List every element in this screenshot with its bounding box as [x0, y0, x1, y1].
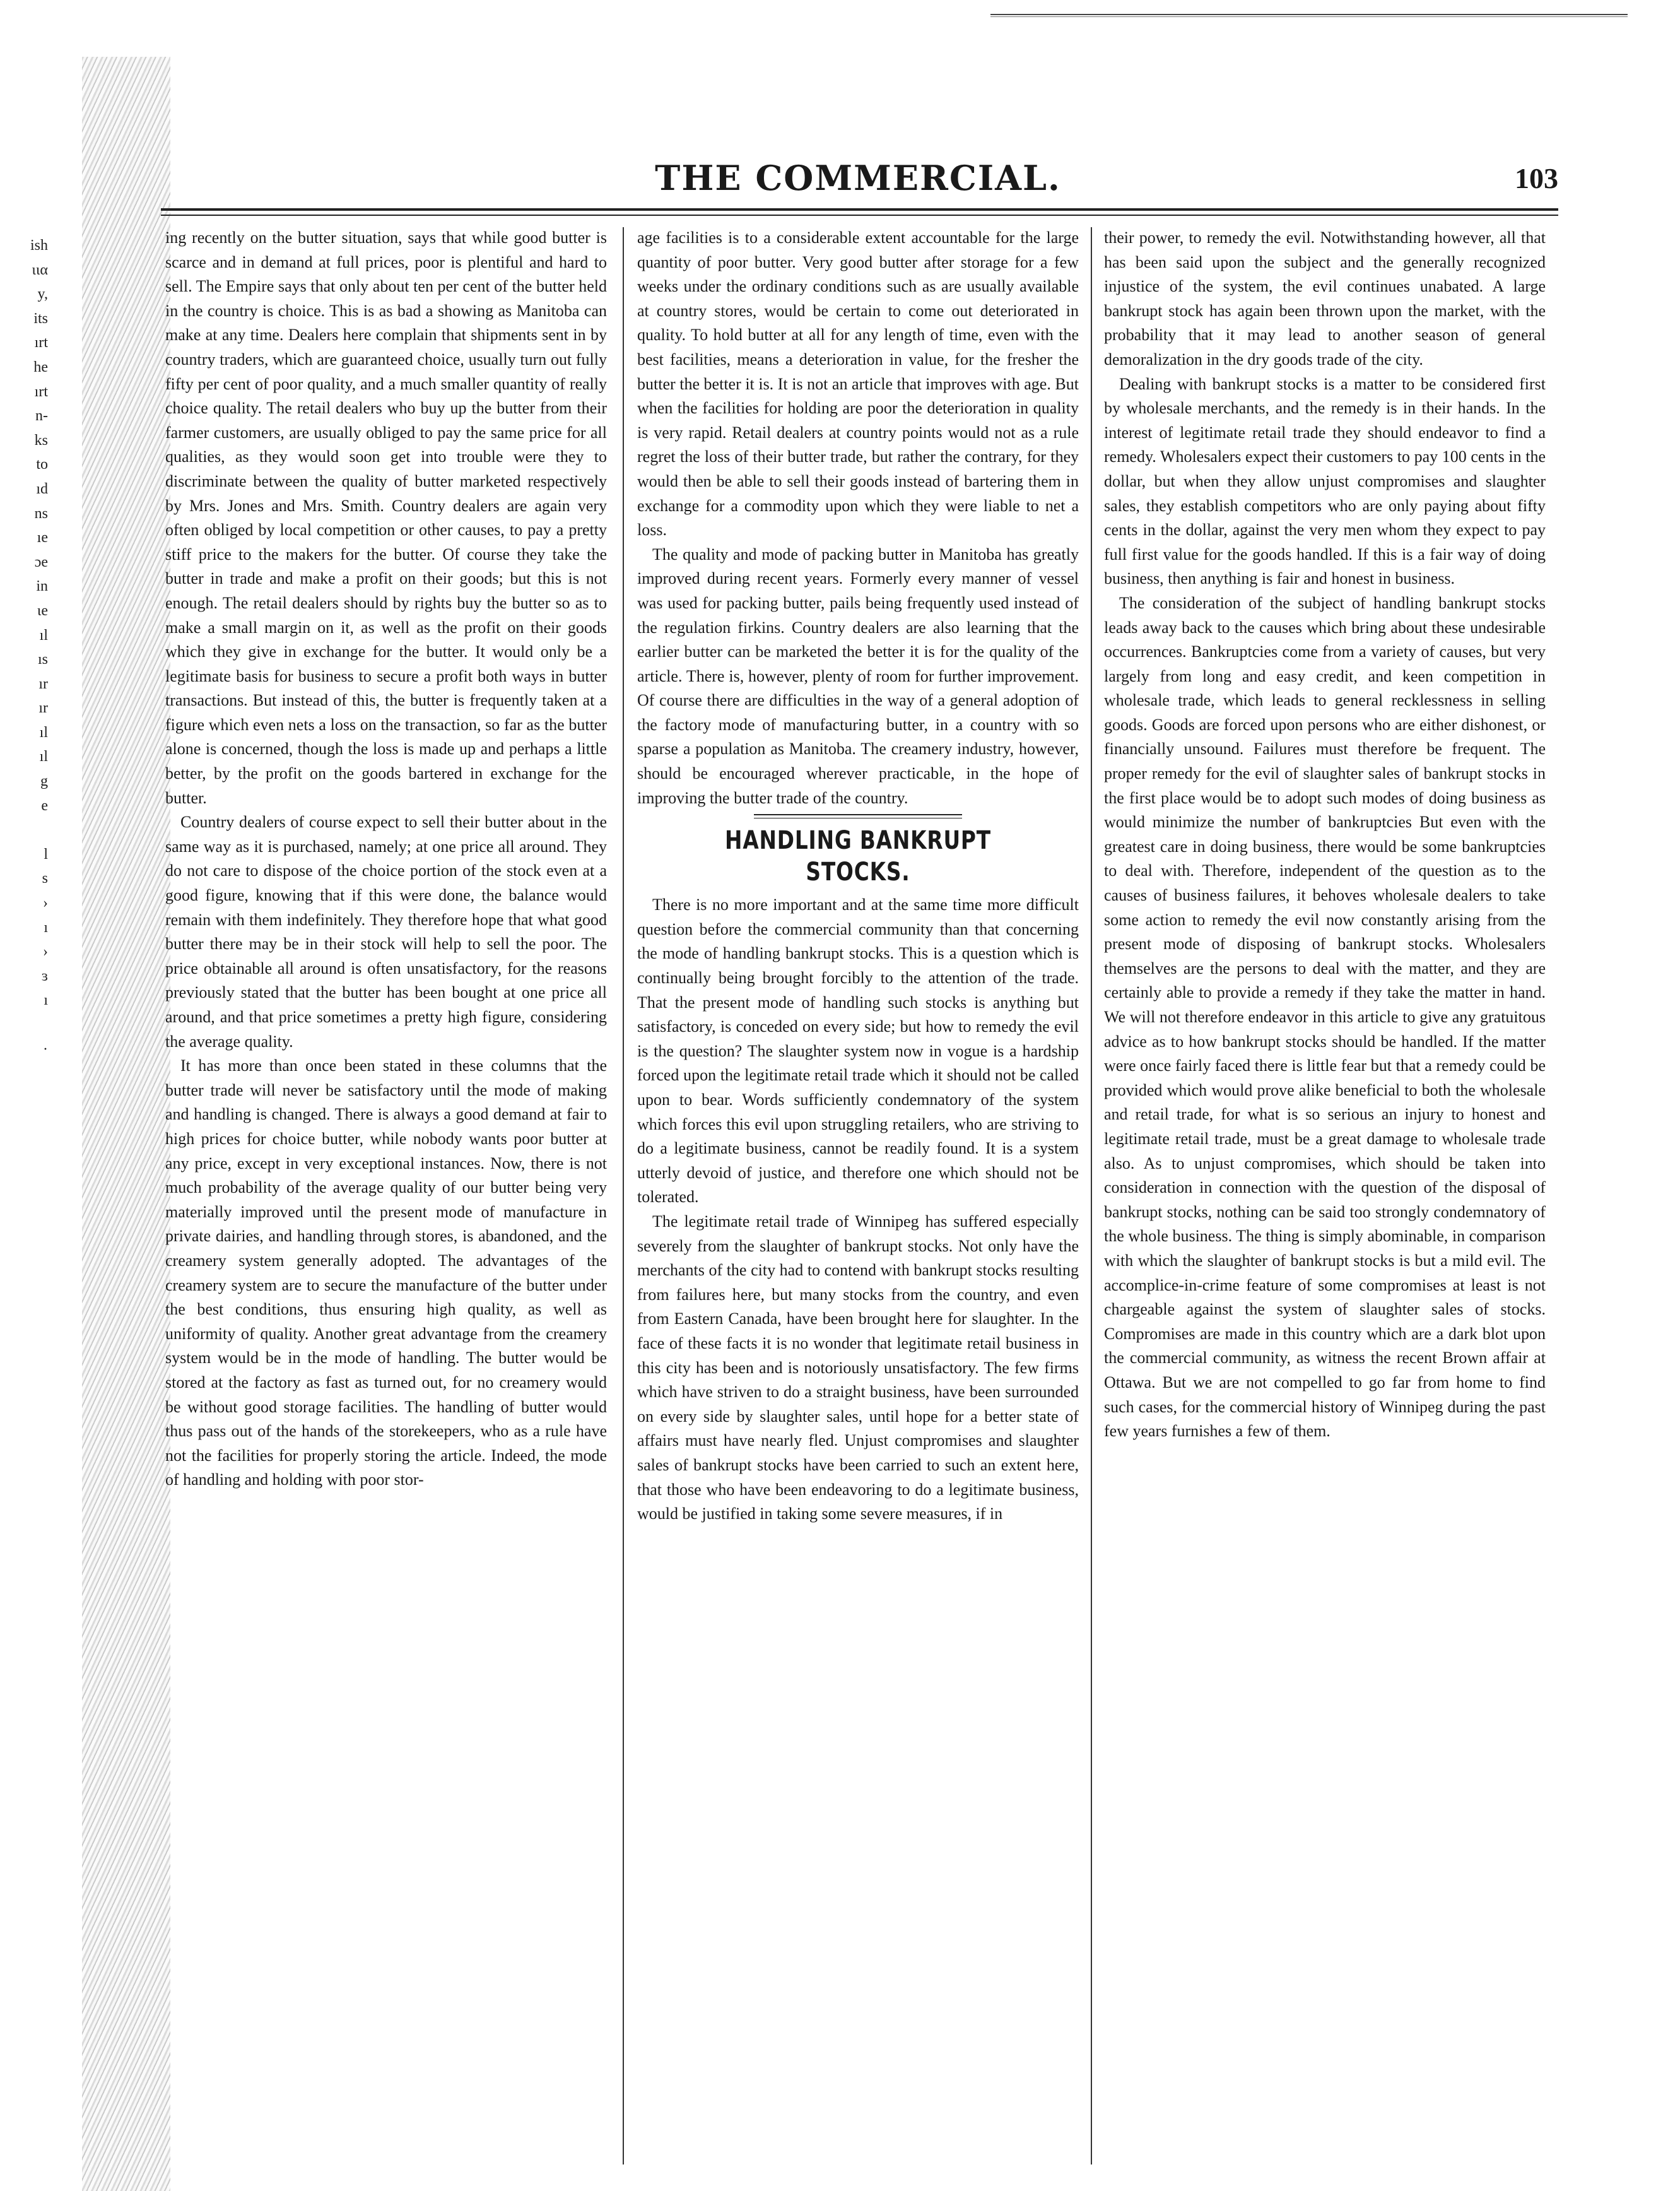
- prev-column-fragment: g: [40, 773, 48, 790]
- bankrupt-paragraph-4: The consideration of the subject of handling bankrupt stocks leads away back to the causes which bring about these undesirable occurrences. Bankruptcies come from a variety of causes, but very largely from long and easy credit, and keen competition in wholesale trade, which leads to general recklessness in selling goods. Goods are forced upon persons who are either dishonest, or financially unsound. Failures must therefore be frequent. The proper remedy for the evil of slaughter sales of bankrupt stocks in the first place would be to adopt such modes of doing business as would minimize the number of bankruptcies But even with the greatest care in doing business, there would be some bankruptcies to deal with. Therefore, independent of the question as to the causes of business failures, it behoves wholesale dealers to take some action to remedy the evil now constantly arising from the present mode of disposing of bankrupt stocks. Wholesalers themselves are the persons to deal with the matter, and they are certainly able to provide a remedy if they take the matter in hand. We will not therefore endeavor in this article to give any gratuitous advice as to how bankrupt stocks should be handled. If the matter were once fairly faced there is little fear but that a remedy could be provided which would prove alike beneficial to both the wholesale and retail trade, for what is so serious an injury to honest and legitimate retail trade, must be a great damage to wholesale trade also. As to unjust compromises, which should be taken into consideration in connection with the question of the disposal of bankrupt stocks, nothing can be said too strongly condemnatory of the whole business. The thing is simply abominable, in comparison with which the slaughter of bankrupt stocks is but a mild evil. The accomplice-in-crime feature of some compromises at least is not chargeable against the system of slaughter sales of stocks. Compromises are made in this country which are a dark blot upon the commercial community, as witness the recent Brown affair at Ottawa. But we are not compelled to go far from home to find such cases, for the commercial history of Winnipeg during the past few years furnishes a few of them.: [1104, 593, 1546, 1441]
- butter-paragraph-4: The quality and mode of packing butter in Manitoba has greatly improved during recent years. Formerly every manner of vessel was used for packing butter, pails being frequently used instead of the regulation firkins. Country dealers are also learning that the earlier butter can be marketed the better it is for the quality of the article. There is, however, plenty of room for further improvement. Of course there are difficulties in the way of a general adoption of the factory mode of manufacturing butter, in a country with so sparse a population as Manitoba. The creamery industry, however, should be encouraged wherever practicable, in the hope of improving the butter trade of the country.: [637, 545, 1079, 807]
- header-rule-thick: [161, 208, 1558, 211]
- previous-page-column-fragments: [4, 233, 48, 1061]
- article-headline: HANDLING BANKRUPT STOCKS.: [725, 826, 991, 887]
- prev-column-fragment: ns: [34, 505, 48, 522]
- prev-column-fragment: ish: [30, 237, 48, 254]
- prev-column-fragment: ·: [43, 1041, 48, 1058]
- butter-paragraph-1: ing recently on the butter situation, says that while good butter is scarce and in demand at full prices, poor is plentiful and hard to sell. The Empire says that only about ten per cent of the butter held in the country is choice. This is as bad a showing as Manitoba can make at any time. Dealers here complain that shipments sent in by country traders, which are guaranteed choice, usually turn out fully fifty per cent of poor quality, and a much smaller quantity of really choice quality. The retail dealers who buy up the butter from their farmer customers, are usually obliged to pay the same price for all qualities, as they would soon get into trouble were they to discriminate between the quality of butter marketed respectively by Mrs. Jones and Mrs. Smith. Country dealers are again very often obliged by local competition or other causes, to pay a pretty stiff price to the makers for the butter. Of course they take the butter in trade and make a profit on their goods; but this is not enough. The retail dealers should by rights buy the butter so as to make a small margin on it, as well as the profit on their goods which they give in exchange for the butter. It would only be a legitimate basis for business to secure a profit both ways in butter transactions. But instead of this, the butter is frequently taken at a figure which even nets a loss on the transaction, so far as the butter alone is concerned, though the loss is made up and perhaps a little better, by the profit on the goods bartered in exchange for the butter.: [165, 228, 607, 807]
- prev-column-fragment: ırt: [34, 334, 48, 351]
- prev-column-fragment: [4, 818, 48, 842]
- column-3: [1104, 226, 1546, 1444]
- butter-paragraph-3-continued: age facilities is to a considerable extent accountable for the large quantity of poor butter. Very good butter after storage for a few weeks under the ordinary conditions such as are usually available at country stores, would be certain to come out deteriorated in quality. To hold butter at all for any length of time, even with the best facilities, means a deterioration in value, for the fresher the butter the better it is. It is not an article that improves with age. But when the facilities for holding are poor the deterioration in quality is very rapid. Retail dealers at country points would not as a rule regret the loss of their butter trade, but rather the contrary, for they would then be able to sell their goods instead of bartering them in exchange for a commodity upon which they were liable to net a loss.: [637, 228, 1079, 540]
- column-divider-1: [623, 227, 624, 2164]
- prev-column-fragment: ıl: [39, 724, 48, 741]
- bankrupt-paragraph-2: The legitimate retail trade of Winnipeg has suffered especially severely from the slaughter of bankrupt stocks. Not only have the merchants of the city had to contend with bankrupt stocks resulting from failures here, but many stocks from the country, and even from Eastern Canada, have been brought here for slaughter. In the face of these facts it is no wonder that legitimate retail business in this city has been and is notoriously unsatisfactory. The few firms which have striven to do a straight business, have been surrounded on every side by slaughter sales, until hope for a better state of affairs must have nearly fled. Unjust compromises and slaughter sales of bankrupt stocks have been carried to such an extent here, that those who have been endeavoring to do a legitimate business, would be justified in taking some severe measures, if in: [637, 1212, 1079, 1523]
- top-edge-rule: [990, 14, 1628, 20]
- bankrupt-paragraph-3: Dealing with bankrupt stocks is a matter to be considered first by wholesale merchants, and the remedy is in their hands. In the interest of legitimate retail trade they should endeavor to find a remedy. Wholesalers expect their customers to pay 100 cents in the dollar, but when they allow unjust compromises and slaughter sales, they establish competitors who are only paying about fifty cents in the dollar, against the very men whom they expect to pay full first value for the goods handled. If this is a fair way of doing business, then anything is fair and honest in business.: [1104, 374, 1546, 588]
- prev-column-fragment: ıs: [37, 651, 48, 668]
- prev-column-fragment: ır: [38, 700, 48, 717]
- prev-column-fragment: to: [36, 456, 48, 473]
- prev-column-fragment: n-: [35, 408, 48, 425]
- headline-block: [637, 814, 1079, 888]
- prev-column-fragment: ɜ: [41, 967, 48, 984]
- prev-column-fragment: ıl: [39, 748, 48, 765]
- bankrupt-paragraph-2-continued: their power, to remedy the evil. Notwithstanding however, all that has been said upon the subject and the generally recognized injustice of the system, the evil continues unabated. A large bankrupt stock has again been thrown upon the market, with the probability that it may lead to another season of general demoralization in the dry goods trade of the city.: [1104, 228, 1546, 369]
- butter-paragraph-3: It has more than once been stated in these columns that the butter trade will never be satisfactory until the mode of making and handling is changed. There is always a good demand at fair to high prices for choice butter, while nobody wants poor butter at any price, except in very exceptional instances. Now, there is not much probability of the average quality of our butter being very materially improved until the present mode of manufacture in private dairies, and handling through stores, is abandoned, and the creamery system generally adopted. The advantages of the creamery system are to secure the manufacture of the butter under the best conditions, thus ensuring high quality, as well as uniformity of quality. Another great advantage from the creamery system would be in the mode of handling. The butter would be stored at the factory as fast as turned out, for no creamery would be without good storage facilities. The handling of butter would thus pass out of the hands of the storekeepers, who as a rule have not the facilities for properly storing the article. Indeed, the mode of handling and holding with poor stor-: [165, 1056, 607, 1489]
- butter-paragraph-2: Country dealers of course expect to sell their butter about in the same way as it is purchased, namely; at one price all around. They do not care to dispose of the choice portion of the stock even at a good figure, knowing that if this were done, the balance would remain with them indefinitely. They therefore hope that what good butter there may be in their stock will help to sell the poor. The price obtainable all around is often unsatisfactory, for the reasons previously stated that the butter has been bought at one price all around, and that price sometimes a pretty high figure, considering the average quality.: [165, 813, 607, 1051]
- prev-column-fragment: ıd: [36, 480, 48, 497]
- prev-column-fragment: ›: [43, 895, 48, 912]
- prev-column-fragment: ır: [38, 675, 48, 692]
- header-rule-thin: [161, 215, 1558, 216]
- column-divider-2: [1091, 227, 1092, 2164]
- prev-column-fragment: s: [42, 870, 48, 887]
- prev-column-fragment: ɔe: [34, 553, 48, 570]
- prev-column-fragment: its: [33, 310, 48, 327]
- prev-column-fragment: ks: [34, 432, 48, 449]
- prev-column-fragment: he: [33, 358, 48, 375]
- column-1: [165, 226, 607, 1492]
- prev-column-fragment: e: [41, 797, 48, 814]
- prev-column-fragment: ı: [44, 919, 48, 936]
- column-2: [637, 226, 1079, 1527]
- prev-column-fragment: ı: [44, 992, 48, 1009]
- prev-column-fragment: ιια: [32, 261, 48, 278]
- prev-column-fragment: ıl: [39, 627, 48, 644]
- prev-column-fragment: ırt: [34, 383, 48, 400]
- page-header: [158, 158, 1558, 202]
- headline-rule-top: [754, 814, 962, 815]
- prev-column-fragment: y,: [37, 286, 48, 303]
- masthead: THE COMMERCIAL.: [655, 158, 1061, 198]
- prev-column-fragment: ›: [43, 943, 48, 960]
- prev-column-fragment: ıe: [37, 529, 48, 546]
- page-number: 103: [1515, 162, 1558, 194]
- prev-column-fragment: ιe: [37, 602, 48, 619]
- scan-edge-shading: [82, 57, 170, 2191]
- prev-column-fragment: [4, 1013, 48, 1037]
- prev-column-fragment: in: [36, 578, 48, 595]
- prev-column-fragment: l: [44, 846, 48, 863]
- bankrupt-paragraph-1: There is no more important and at the same time more difficult question before the commercial community than that concerning the mode of handling bankrupt stocks. This is a question which is continually being brought forcibly to the attention of the trade. That the present mode of handling such stocks is anything but satisfactory, is conceded on every side; but how to remedy the evil is the question? The slaughter system now in vogue is a hardship forced upon the legitimate retail trade which it should not be called upon to bear. Words sufficiently condemnatory of the system which forces this evil upon struggling retailers, who are striving to do a legitimate business, cannot be readily found. It is a system utterly devoid of justice, and therefore one which should not be tolerated.: [637, 895, 1079, 1207]
